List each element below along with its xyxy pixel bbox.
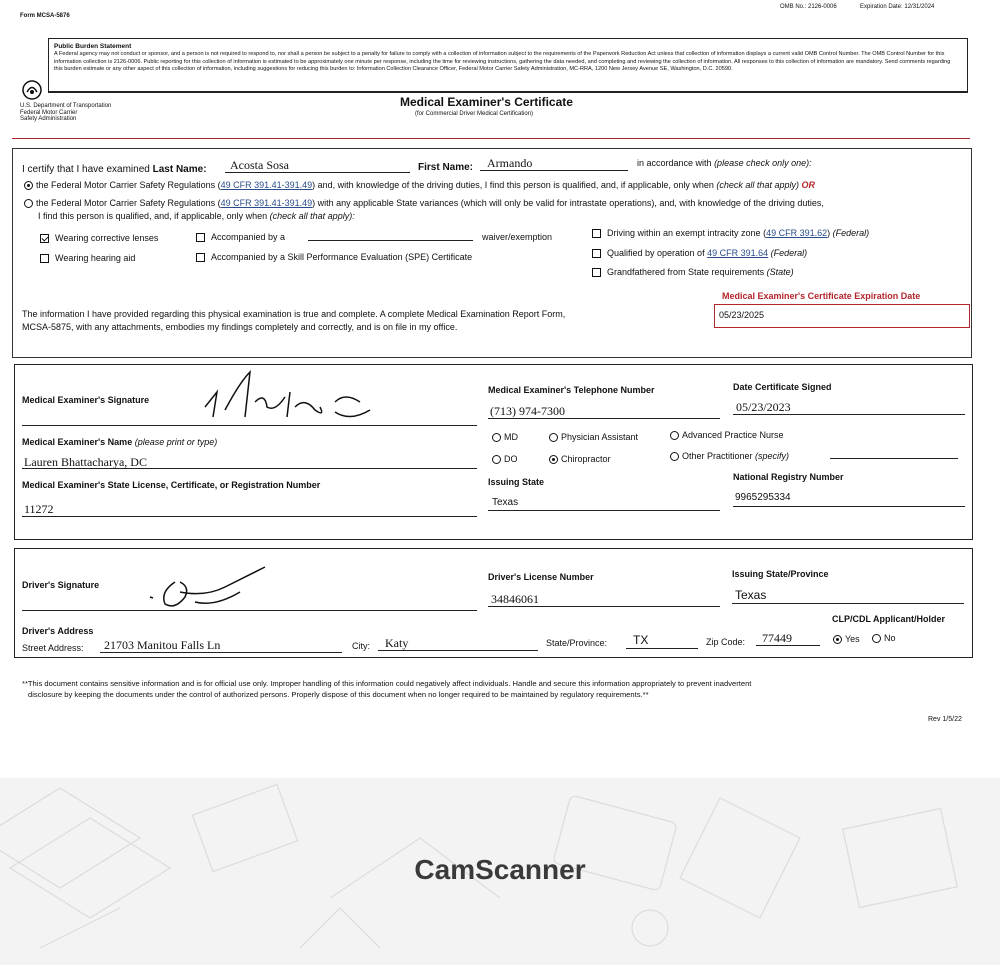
first-name-label: First Name: xyxy=(418,162,474,173)
driver-state-label: Issuing State/Province xyxy=(732,569,829,579)
expiration-date-value: 05/23/2025 xyxy=(719,310,765,320)
issuing-state-value[interactable]: Texas xyxy=(492,497,519,508)
radio-other[interactable] xyxy=(670,452,679,461)
province-line xyxy=(626,648,698,649)
expiration-date-field[interactable] xyxy=(714,304,970,328)
type-other[interactable]: Other Practitioner (specify) xyxy=(670,451,789,461)
type-do[interactable]: DO xyxy=(492,454,518,464)
registry-label: National Registry Number xyxy=(733,472,844,482)
radio-pa[interactable] xyxy=(549,433,558,442)
sensitive-notice: **This document contains sensitive information and is for official use only. Improper handling of this information could negatively affect individuals. Handle and secure this information appropriately to prevent inadvertent disclosure by keeping the documents under the control of authorized persons. Properly dispose of this document when no longer required to be maintained by regulatory requirements.** xyxy=(22,679,752,699)
cond-grandfathered[interactable]: Grandfathered from State requirements (State) xyxy=(592,267,794,277)
radio-do[interactable] xyxy=(492,455,501,464)
examiner-signature[interactable] xyxy=(195,362,375,437)
cond-spe[interactable]: Accompanied by a Skill Performance Evaluation (SPE) Certificate xyxy=(196,252,472,262)
city-label: City: xyxy=(352,641,370,651)
telephone-value[interactable]: (713) 974-7300 xyxy=(490,404,565,418)
type-chiro[interactable]: Chiropractor xyxy=(549,454,611,464)
checkbox-qualified[interactable] xyxy=(592,249,601,258)
province-value[interactable]: TX xyxy=(633,633,649,647)
radio-md[interactable] xyxy=(492,433,501,442)
certificate-subtitle: (for Commercial Driver Medical Certification) xyxy=(415,111,534,117)
city-value[interactable]: Katy xyxy=(385,636,409,650)
form-id: Form MCSA-5876 xyxy=(20,13,70,19)
clp-yes[interactable]: Yes xyxy=(833,634,860,644)
certificate-title: Medical Examiner's Certificate xyxy=(400,95,573,109)
clp-no[interactable]: No xyxy=(872,633,896,643)
clp-label: CLP/CDL Applicant/Holder xyxy=(832,614,946,624)
radio-chiro[interactable] xyxy=(549,455,558,464)
checkbox-grandfathered[interactable] xyxy=(592,268,601,277)
cond-hearing[interactable]: Wearing hearing aid xyxy=(40,253,135,263)
option-federal[interactable]: the Federal Motor Carrier Safety Regulations (49 CFR 391.41-391.49) and, with knowledge of the driving duties, I find this person is qualified, and, if applicable, only when (check all that apply) OR xyxy=(24,180,815,190)
first-name-value[interactable]: Armando xyxy=(487,156,533,170)
examiner-name-line xyxy=(22,468,477,469)
cond-lenses[interactable]: Wearing corrective lenses xyxy=(40,233,158,243)
certify-intro: I certify that I have examined Last Name: xyxy=(22,164,207,175)
checkbox-hearing[interactable] xyxy=(40,254,49,263)
last-name-line xyxy=(225,172,410,173)
radio-state[interactable] xyxy=(24,199,33,208)
expiration-date-label: Medical Examiner's Certificate Expiration Date xyxy=(722,291,921,301)
agency-name: U.S. Department of Transportation Federal Motor Carrier Safety Administration xyxy=(20,103,112,122)
driver-address-label: Driver's Address xyxy=(22,626,94,636)
street-value[interactable]: 21703 Manitou Falls Ln xyxy=(104,638,221,652)
burden-title: Public Burden Statement xyxy=(54,43,132,50)
checkbox-lenses[interactable] xyxy=(40,234,49,243)
issuing-state-line xyxy=(488,510,720,511)
checkbox-accompanied[interactable] xyxy=(196,233,205,242)
option-state[interactable]: the Federal Motor Carrier Safety Regulations (49 CFR 391.41-391.49) with any applicable State variances (which will only be valid for intrastate operations), and, with knowledge of the driving duties, xyxy=(24,198,824,208)
checkbox-spe[interactable] xyxy=(196,253,205,262)
city-line xyxy=(378,650,538,651)
radio-clp-yes[interactable] xyxy=(833,635,842,644)
driver-license-label: Driver's License Number xyxy=(488,572,594,582)
form-expiration: Expiration Date: 12/31/2024 xyxy=(860,4,935,10)
date-signed-value[interactable]: 05/23/2023 xyxy=(736,400,791,414)
last-name-value[interactable]: Acosta Sosa xyxy=(230,158,289,172)
type-md[interactable]: MD xyxy=(492,432,518,442)
cond-qualified[interactable]: Qualified by operation of 49 CFR 391.64 (Federal) xyxy=(592,248,807,258)
driver-state-value[interactable]: Texas xyxy=(735,588,767,602)
omb-number: OMB No.: 2126-0006 xyxy=(780,4,837,10)
telephone-label: Medical Examiner's Telephone Number xyxy=(488,385,655,395)
option-state-line2: I find this person is qualified, and, if applicable, only when (check all that apply): xyxy=(38,211,355,221)
waiver-label: waiver/exemption xyxy=(482,232,553,242)
checkbox-intracity[interactable] xyxy=(592,229,601,238)
cond-accompanied[interactable]: Accompanied by a xyxy=(196,232,285,242)
driver-license-line xyxy=(488,606,720,607)
type-pa[interactable]: Physician Assistant xyxy=(549,432,638,442)
street-line xyxy=(100,652,342,653)
date-signed-label: Date Certificate Signed xyxy=(733,382,832,392)
radio-federal[interactable] xyxy=(24,181,33,190)
revision: Rev 1/5/22 xyxy=(928,716,962,723)
street-label: Street Address: xyxy=(22,643,84,653)
province-label: State/Province: xyxy=(546,638,608,648)
license-label: Medical Examiner's State License, Certificate, or Registration Number xyxy=(22,480,321,490)
zip-value[interactable]: 77449 xyxy=(762,631,792,645)
zip-label: Zip Code: xyxy=(706,637,746,647)
burden-text: A Federal agency may not conduct or sponsor, and a person is not required to respond to, nor shall a person be subject to a penalty for failure to comply with a collection of information subject to the requirements of the Paperwork Reduction Act unless that collection of information displays a current valid OMB Control Number. The OMB Control Number for this information collection is 2126-0006. Public reporting for this collection of information is estimated to be approximately one minute per response, including the time for reviewing instructions, gathering the data needed, and completing and reviewing the collection of information. All responses to this collection of information are mandatory. Send comments regarding this burden estimate or any other aspect of this collection of information, including suggestions for reducing this burden to: Information Collection Clearance Officer, Federal Motor Carrier Safety Administration, MC-RRA, 1200 New Jersey Avenue SE, Washington, D.C. 20590. xyxy=(54,51,951,73)
examination-statement: The information I have provided regarding this physical examination is true and complete. A complete Medical Examination Report Form, MCSA-5875, with any attachments, embodies my findings completely and correctly, and is on file in my office. xyxy=(22,309,566,332)
other-specify-line xyxy=(830,458,958,459)
camscanner-band xyxy=(0,778,1000,965)
camscanner-watermark: CamScanner xyxy=(414,854,586,885)
registry-value[interactable]: 9965295334 xyxy=(735,492,791,503)
radio-clp-no[interactable] xyxy=(872,634,881,643)
driver-license-value[interactable]: 34846061 xyxy=(491,592,539,606)
driver-signature-label: Driver's Signature xyxy=(22,580,100,590)
zip-line xyxy=(756,645,820,646)
license-value[interactable]: 11272 xyxy=(24,502,54,516)
type-apn[interactable]: Advanced Practice Nurse xyxy=(670,430,784,440)
dot-logo-icon xyxy=(22,80,42,100)
waiver-line xyxy=(308,240,473,241)
accordance-text: in accordance with (please check only one): xyxy=(637,158,812,168)
driver-signature[interactable] xyxy=(145,562,275,622)
radio-apn[interactable] xyxy=(670,431,679,440)
examiner-name-label: Medical Examiner's Name (please print or type) xyxy=(22,437,218,447)
examiner-signature-label: Medical Examiner's Signature xyxy=(22,395,150,405)
date-signed-line xyxy=(733,414,965,415)
cond-intracity[interactable]: Driving within an exempt intracity zone (49 CFR 391.62) (Federal) xyxy=(592,228,869,238)
issuing-state-label: Issuing State xyxy=(488,477,545,487)
registry-line xyxy=(733,506,965,507)
telephone-line xyxy=(488,418,720,419)
examiner-name-value[interactable]: Lauren Bhattacharya, DC xyxy=(24,455,147,469)
driver-state-line xyxy=(732,603,964,604)
license-line xyxy=(22,516,477,517)
first-name-line xyxy=(480,170,628,171)
red-divider xyxy=(12,138,970,139)
